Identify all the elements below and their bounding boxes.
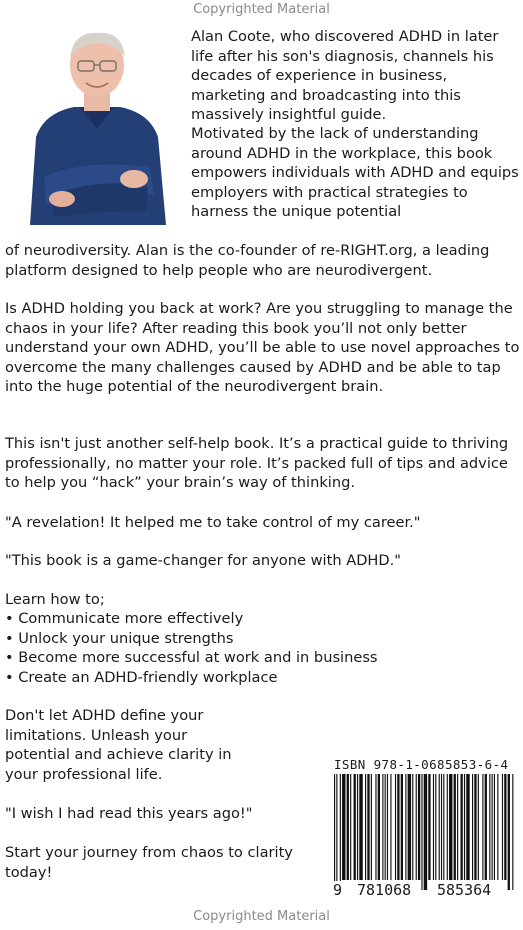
selfhelp-paragraph: This isn't just another self-help book. It’s a practical guide to thriving professionally, no matter your role. It’s packed full of tips and advice to help you “hack” your brain’s way of thinking. [5, 435, 509, 491]
barcode-bar [390, 774, 391, 880]
watermark-bottom: Copyrighted Material [193, 909, 330, 924]
call-to-action: Don't let ADHD define your limitations. Unleash your potential and achieve clarity in your professional life. [5, 707, 232, 783]
barcode-digits-right: 585364 [437, 881, 492, 899]
benefit-item: • Become more successful at work and in business [5, 649, 378, 666]
barcode-bar [401, 774, 403, 880]
barcode-bar [504, 774, 506, 880]
barcode-bar [375, 774, 376, 880]
barcode-bar [464, 774, 465, 880]
barcode-bar [447, 774, 448, 880]
barcode-bar [461, 774, 463, 880]
barcode-bar [347, 774, 349, 880]
question-paragraph: Is ADHD holding you back at work? Are you struggling to manage the chaos in your life? After reading this book you’ll not only better understand your own ADHD, you’ll be able to use novel approaches to overcome the many challenges caused by ADHD and be able to tap into the huge potential of the neurodivergent brain. [5, 300, 520, 395]
quote-game-changer: "This book is a game-changer for anyone with ADHD." [5, 552, 401, 569]
barcode-bar [502, 774, 503, 880]
barcode-bar [472, 774, 473, 880]
barcode-bar [382, 774, 383, 880]
benefit-item: • Communicate more effectively [5, 610, 244, 627]
barcode-bar [424, 774, 427, 890]
barcode-bar [359, 774, 362, 880]
barcode-bar [449, 774, 452, 880]
barcode-bar [334, 774, 335, 890]
barcode [332, 774, 516, 892]
barcode-bar [395, 774, 396, 880]
barcode-bar [378, 774, 380, 880]
journey-line: Start your journey from chaos to clarity today! [5, 844, 293, 881]
barcode-digits [332, 881, 516, 905]
barcode-bar [478, 774, 479, 880]
barcode-bar [365, 774, 366, 880]
barcode-bar [512, 774, 513, 890]
barcode-bar [354, 774, 356, 880]
barcode-bar [497, 774, 498, 880]
isbn-label: ISBN 978-1-0685853-6-4 [334, 757, 509, 772]
barcode-bar [405, 774, 406, 880]
barcode-bar [439, 774, 440, 880]
learn-heading: Learn how to; [5, 591, 105, 608]
barcode-bar [418, 774, 420, 880]
barcode-bar [474, 774, 476, 880]
barcode-bar [412, 774, 413, 880]
barcode-bar [466, 774, 469, 880]
barcode-bar [408, 774, 411, 880]
barcode-bar [371, 774, 372, 880]
benefit-list [5, 609, 378, 687]
barcode-bar [350, 774, 351, 880]
barcode-bar [457, 774, 458, 880]
barcode-bar [367, 774, 369, 880]
barcode-bar [489, 774, 490, 880]
barcode-bar [482, 774, 483, 880]
barcode-bar [342, 774, 345, 880]
barcode-bar [336, 774, 337, 890]
barcode-bar [443, 774, 444, 880]
motivation-paragraph-end: of neurodiversity. Alan is the co-founder of re-RIGHT.org, a leading platform designed to help people who are neurodivergent. [5, 242, 490, 279]
barcode-bar [435, 774, 436, 880]
quote-revelation: "A revelation! It helped me to take control of my career." [5, 514, 421, 531]
quote-wish: "I wish I had read this years ago!" [5, 805, 253, 822]
barcode-bar [416, 774, 417, 880]
barcode-bar [340, 774, 341, 890]
watermark-top: Copyrighted Material [193, 2, 330, 17]
motivation-paragraph-start: Motivated by the lack of understanding around ADHD in the workplace, this book empowers individuals with ADHD and equips employers with practical strategies to harness the unique potential [191, 125, 519, 220]
barcode-digits-left: 781068 [357, 881, 412, 899]
barcode-bar [421, 774, 422, 890]
benefit-item: • Unlock your unique strengths [5, 629, 234, 647]
barcode-bar [385, 774, 386, 880]
intro-paragraph: Alan Coote, who discovered ADHD in later life after his son's diagnosis, channels his decades of experience in business, marketing and broadcasting into this massively insightful guide. [191, 28, 499, 123]
author-photo [22, 27, 172, 225]
barcode-bar [454, 774, 456, 880]
barcode-bar [508, 774, 510, 890]
barcode-bar [357, 774, 358, 880]
barcode-bar [494, 774, 495, 880]
barcode-bar [433, 774, 434, 880]
barcode-bar [441, 774, 442, 880]
barcode-bar [397, 774, 399, 880]
barcode-bar [485, 774, 487, 880]
barcode-bar [492, 774, 493, 880]
benefit-item: • Create an ADHD-friendly workplace [5, 668, 278, 686]
barcode-digit-first: 9 [333, 881, 343, 899]
barcode-bar [428, 774, 430, 880]
barcode-bar [387, 774, 388, 880]
